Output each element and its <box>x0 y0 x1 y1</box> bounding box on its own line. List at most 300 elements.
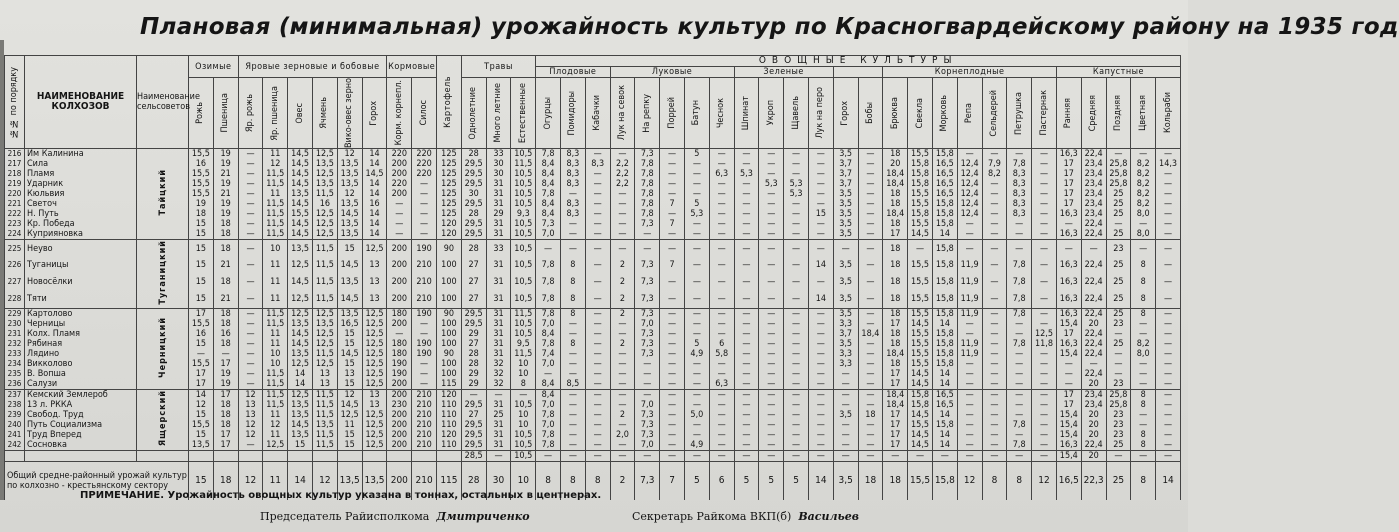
yield-cell: — <box>1032 159 1057 169</box>
yield-cell: 13,5 <box>312 319 337 329</box>
yield-cell: 29,5 <box>461 420 486 430</box>
yield-cell: 31 <box>486 319 511 329</box>
yield-cell: — <box>1106 219 1131 229</box>
yield-cell: — <box>1007 430 1032 440</box>
yield-cell: — <box>238 240 263 258</box>
yield-cell: 16,3 <box>1056 274 1081 291</box>
yield-cell: 12,5 <box>362 369 387 379</box>
yield-cell: — <box>709 199 734 209</box>
yield-cell: — <box>1081 359 1106 369</box>
yield-cell: 14,5 <box>908 379 933 390</box>
yield-cell: — <box>982 369 1007 379</box>
row-number: 221 <box>5 199 25 209</box>
yield-cell: 11 <box>263 257 288 274</box>
yield-cell: — <box>734 159 759 169</box>
total-cell: 5 <box>684 461 709 500</box>
signature-chairman-label: Председатель Райисполкома <box>260 510 430 523</box>
yield-cell: 210 <box>412 420 437 430</box>
yield-cell: 15,5 <box>189 359 214 369</box>
kolkhoz-name: Путь Социализма <box>25 420 137 430</box>
yield-cell: — <box>709 308 734 319</box>
row-number: 220 <box>5 189 25 199</box>
yield-cell: 18 <box>213 229 238 240</box>
total-cell: 18 <box>858 461 883 500</box>
yield-cell: 16,3 <box>1056 440 1081 451</box>
row-number: 218 <box>5 169 25 179</box>
yield-cell: 7 <box>660 257 685 274</box>
yield-cell: 23,4 <box>1081 189 1106 199</box>
yield-cell: — <box>982 257 1007 274</box>
yield-cell: — <box>784 389 809 400</box>
yield-cell: 14 <box>362 209 387 219</box>
yield-cell: — <box>610 369 635 379</box>
yield-cell: — <box>808 430 833 440</box>
yield-cell: 200 <box>387 440 412 451</box>
yield-cell: — <box>759 169 784 179</box>
yield-cell: — <box>1106 329 1131 339</box>
yield-cell: 12,4 <box>957 169 982 179</box>
yield-cell: 18 <box>883 240 908 258</box>
yield-cell: — <box>957 149 982 160</box>
yield-cell: 200 <box>387 420 412 430</box>
yield-cell: 7,0 <box>536 359 561 369</box>
yield-cell: — <box>734 329 759 339</box>
sovet-name <box>137 308 189 389</box>
yield-cell: 8,3 <box>560 169 585 179</box>
col-header-20 <box>684 78 709 149</box>
yield-cell: 14 <box>932 369 957 379</box>
yield-cell: — <box>759 450 784 461</box>
yield-cell: 13 <box>362 274 387 291</box>
row-number: 239 <box>5 410 25 420</box>
yield-cell: — <box>1156 389 1181 400</box>
yield-cell: 3,7 <box>833 329 858 339</box>
yield-cell: — <box>709 430 734 440</box>
yield-cell: — <box>759 257 784 274</box>
col-header-35 <box>1056 78 1081 149</box>
yield-cell: 19 <box>213 149 238 160</box>
yield-cell: 17 <box>1056 329 1081 339</box>
yield-cell: — <box>660 450 685 461</box>
total-label: Общий средне-районный урожай культур по колхозно - крестьянскому сектору <box>5 461 189 500</box>
yield-cell: 8 <box>1131 440 1156 451</box>
yield-cell: 7,8 <box>635 179 660 189</box>
yield-cell: — <box>759 159 784 169</box>
yield-cell: — <box>412 209 437 219</box>
yield-cell: 8,3 <box>1007 179 1032 189</box>
yield-cell: 11,5 <box>263 400 288 410</box>
yield-cell: 12,5 <box>312 229 337 240</box>
yield-cell: — <box>932 450 957 461</box>
yield-cell: — <box>412 199 437 209</box>
yield-cell: — <box>1106 349 1131 359</box>
yield-cell: — <box>585 219 610 229</box>
yield-cell: 18 <box>883 274 908 291</box>
yield-cell: 14 <box>362 189 387 199</box>
yield-cell: 23 <box>1106 319 1131 329</box>
kolkhoz-name <box>25 450 137 461</box>
yield-cell: — <box>858 359 883 369</box>
yield-cell: — <box>585 308 610 319</box>
yield-cell: — <box>461 389 486 400</box>
yield-cell: 23 <box>1106 430 1131 440</box>
col-header-text: Лук на перо <box>815 87 826 139</box>
total-cell: 8 <box>1007 461 1032 500</box>
yield-cell: — <box>635 369 660 379</box>
yield-cell: — <box>684 359 709 369</box>
yield-cell: — <box>660 349 685 359</box>
col-header-name <box>25 56 137 149</box>
yield-cell: 18,4 <box>883 179 908 189</box>
col-header-29 <box>908 78 933 149</box>
yield-cell: — <box>1007 349 1032 359</box>
yield-cell: 18,4 <box>883 349 908 359</box>
yield-cell: 15,8 <box>932 274 957 291</box>
yield-cell: 14,5 <box>288 169 313 179</box>
yield-cell: — <box>585 274 610 291</box>
yield-cell: 12,5 <box>312 219 337 229</box>
yield-cell: 22,4 <box>1081 329 1106 339</box>
col-header-11 <box>461 78 486 149</box>
row-number: 241 <box>5 430 25 440</box>
yield-cell: 10,5 <box>511 257 536 274</box>
yield-cell: 18,4 <box>883 400 908 410</box>
yield-cell: 200 <box>387 430 412 440</box>
yield-cell: — <box>1032 257 1057 274</box>
yield-cell: — <box>684 240 709 258</box>
yield-cell: 15,8 <box>932 308 957 319</box>
yield-cell: 8,4 <box>536 199 561 209</box>
yield-cell: — <box>1156 430 1181 440</box>
yield-cell: — <box>1032 349 1057 359</box>
yield-cell: — <box>660 389 685 400</box>
yield-cell: 12,5 <box>312 339 337 349</box>
yield-cell: 19 <box>213 369 238 379</box>
yield-cell: — <box>759 319 784 329</box>
yield-cell: — <box>858 240 883 258</box>
col-header-text: Поррей <box>666 97 677 129</box>
yield-cell <box>238 450 263 461</box>
yield-cell: 8,3 <box>560 179 585 189</box>
yield-cell: 7,3 <box>635 410 660 420</box>
yield-cell: 180 <box>387 339 412 349</box>
yield-cell: 11,5 <box>312 430 337 440</box>
yield-cell: 8,4 <box>536 329 561 339</box>
yield-cell: — <box>709 189 734 199</box>
col-header-text: Силос <box>418 100 429 126</box>
yield-cell: 10 <box>263 240 288 258</box>
yield-cell: — <box>1032 400 1057 410</box>
yield-cell: — <box>734 440 759 451</box>
yield-cell: — <box>982 329 1007 339</box>
yield-cell <box>263 450 288 461</box>
yield-cell: 31 <box>486 291 511 309</box>
yield-cell: 190 <box>412 308 437 319</box>
yield-cell: 7,3 <box>635 329 660 339</box>
yield-cell: — <box>660 209 685 219</box>
yield-cell: — <box>759 274 784 291</box>
yield-cell: — <box>709 450 734 461</box>
yield-cell: 17 <box>883 410 908 420</box>
yield-cell: — <box>784 149 809 160</box>
yield-cell: 11 <box>263 410 288 420</box>
yield-cell: 8 <box>511 379 536 390</box>
yield-cell: 28 <box>461 359 486 369</box>
yield-cell: 14 <box>932 229 957 240</box>
yield-cell: 13 <box>238 400 263 410</box>
yield-cell: — <box>734 149 759 160</box>
yield-cell: 31 <box>486 308 511 319</box>
page-title: Плановая (минимальная) урожайность культур по Красногвардейскому району на 1935 год <box>140 14 1399 40</box>
yield-cell: — <box>1032 199 1057 209</box>
yield-cell: 17 <box>213 359 238 369</box>
kolkhoz-name: Кемский Землероб <box>25 389 137 400</box>
total-cell: 5 <box>759 461 784 500</box>
yield-cell: 200 <box>387 291 412 309</box>
yield-cell: — <box>1131 240 1156 258</box>
yield-cell: — <box>1106 149 1131 160</box>
yield-cell: — <box>1156 240 1181 258</box>
yield-cell: — <box>635 379 660 390</box>
yield-cell: 25 <box>1106 229 1131 240</box>
yield-cell: 18 <box>189 209 214 219</box>
yield-cell: — <box>784 339 809 349</box>
yield-cell: — <box>560 189 585 199</box>
yield-cell: 20 <box>1081 410 1106 420</box>
yield-cell: — <box>833 240 858 258</box>
kolkhoz-name: Сосновка <box>25 440 137 451</box>
yield-cell: 8,2 <box>1131 189 1156 199</box>
kolkhoz-name: Неуво <box>25 240 137 258</box>
total-cell: 13,5 <box>337 461 362 500</box>
yield-cell: — <box>784 219 809 229</box>
col-header-12 <box>486 78 511 149</box>
yield-cell: — <box>784 379 809 390</box>
yield-cell: — <box>833 379 858 390</box>
yield-cell: 22,4 <box>1081 339 1106 349</box>
yield-cell: — <box>387 329 412 339</box>
footnote: ПРИМЕЧАНИЕ. Урожайность овощных культур указана в тоннах, остальных в центнерах. <box>80 490 602 501</box>
kolkhoz-name: Викколово <box>25 359 137 369</box>
yield-cell: — <box>560 440 585 451</box>
yield-cell: 14,5 <box>908 369 933 379</box>
yield-cell: — <box>709 257 734 274</box>
yield-cell: 100 <box>437 329 462 339</box>
yield-cell: — <box>808 440 833 451</box>
yield-cell: — <box>585 379 610 390</box>
yield-cell: 15,5 <box>908 274 933 291</box>
yield-cell: — <box>1156 189 1181 199</box>
row-number: 230 <box>5 319 25 329</box>
signature-secretary-label: Секретарь Райкома ВКП(б) <box>632 510 792 523</box>
yield-cell: — <box>238 159 263 169</box>
yield-cell: 11,5 <box>511 308 536 319</box>
yield-cell: 15 <box>808 209 833 219</box>
yield-cell: — <box>238 369 263 379</box>
row-number: 232 <box>5 339 25 349</box>
yield-cell: — <box>1007 450 1032 461</box>
total-cell: 16,5 <box>1056 461 1081 500</box>
yield-cell: 15 <box>189 240 214 258</box>
col-header-22 <box>734 78 759 149</box>
yield-cell: — <box>957 400 982 410</box>
yield-cell: 15,8 <box>932 209 957 219</box>
yield-cell: 11,5 <box>312 291 337 309</box>
yield-cell: — <box>1156 359 1181 369</box>
subgroup-header-kap: Капустные <box>1056 67 1180 78</box>
yield-cell: 22,4 <box>1081 308 1106 319</box>
yield-cell: 15,8 <box>908 389 933 400</box>
col-header-text: Батун <box>691 100 702 126</box>
yield-cell: — <box>635 389 660 400</box>
yield-cell: — <box>610 349 635 359</box>
yield-cell: 15,8 <box>932 149 957 160</box>
yield-cell: 9,5 <box>511 339 536 349</box>
total-cell: 12 <box>238 461 263 500</box>
yield-cell: 8,4 <box>536 209 561 219</box>
signature-chairman-name: Дмитриченко <box>436 510 530 523</box>
yield-cell: 5,3 <box>784 179 809 189</box>
yield-cell: — <box>610 379 635 390</box>
yield-cell: 7,3 <box>635 430 660 440</box>
yield-cell: — <box>734 240 759 258</box>
yield-cell: — <box>684 189 709 199</box>
col-header-text: Ячмень <box>319 97 330 129</box>
yield-cell: — <box>808 189 833 199</box>
yield-cell: 8 <box>1131 257 1156 274</box>
yield-cell: 15,5 <box>189 420 214 430</box>
yield-cell: 3,3 <box>833 349 858 359</box>
yield-cell: 18 <box>213 420 238 430</box>
yield-cell: 10 <box>263 349 288 359</box>
yield-cell: — <box>585 199 610 209</box>
row-number <box>5 450 25 461</box>
yield-cell: 14,3 <box>1156 159 1181 169</box>
yield-cell: 12,5 <box>288 389 313 400</box>
yield-cell: 15,8 <box>932 199 957 209</box>
yield-cell: — <box>1056 359 1081 369</box>
yield-cell: — <box>1156 308 1181 319</box>
yield-cell: — <box>709 359 734 369</box>
yield-cell: 16,5 <box>932 169 957 179</box>
yield-cell: — <box>560 349 585 359</box>
kolkhoz-name: Светоч <box>25 199 137 209</box>
yield-cell: — <box>1032 410 1057 420</box>
row-number: 237 <box>5 389 25 400</box>
yield-cell: 10,5 <box>511 189 536 199</box>
yield-cell: — <box>1131 359 1156 369</box>
yield-cell: 16,5 <box>932 389 957 400</box>
yield-cell: 10 <box>263 359 288 369</box>
yield-cell: 2 <box>610 257 635 274</box>
yield-cell: — <box>833 440 858 451</box>
yield-cell: — <box>858 209 883 219</box>
col-header-16 <box>585 78 610 149</box>
yield-cell: 15,5 <box>908 308 933 319</box>
yield-cell: 8,3 <box>560 199 585 209</box>
col-header-text: Чеснок <box>716 97 727 129</box>
yield-cell: 11,5 <box>263 369 288 379</box>
yield-cell: 15 <box>337 430 362 440</box>
yield-cell: — <box>709 274 734 291</box>
yield-cell: 12,5 <box>263 440 288 451</box>
yield-cell: 17 <box>1056 389 1081 400</box>
yield-cell: 11 <box>337 420 362 430</box>
total-cell: 200 <box>387 461 412 500</box>
yield-cell: 12,5 <box>362 410 387 420</box>
col-header-text: Шпинат <box>740 95 751 131</box>
yield-cell: 13,5 <box>337 199 362 209</box>
col-header-sovet: Наименование сельсоветов <box>137 56 189 149</box>
total-cell: 8 <box>585 461 610 500</box>
yield-cell: 16,3 <box>1056 149 1081 160</box>
yield-cell: 15 <box>189 274 214 291</box>
yield-cell: 18 <box>883 339 908 349</box>
yield-cell: 16,5 <box>932 189 957 199</box>
yield-cell: — <box>684 179 709 189</box>
col-header-text: Свекла <box>914 97 925 129</box>
yield-cell: 29,5 <box>461 319 486 329</box>
yield-cell: — <box>1156 219 1181 229</box>
yield-cell: 14,5 <box>288 179 313 189</box>
yield-cell: 23 <box>1106 420 1131 430</box>
yield-cell: — <box>784 369 809 379</box>
group-header-korm: Кормовые <box>387 56 437 78</box>
yield-cell: 3,5 <box>833 209 858 219</box>
yield-cell: 190 <box>412 240 437 258</box>
yield-cell: 8,2 <box>1131 339 1156 349</box>
yield-cell: 14 <box>362 149 387 160</box>
yield-cell: 12 <box>263 159 288 169</box>
yield-cell: 14 <box>808 291 833 309</box>
yield-cell: 9,3 <box>511 209 536 219</box>
yield-cell: 14 <box>932 410 957 420</box>
yield-cell: — <box>784 420 809 430</box>
yield-cell: 7,0 <box>536 229 561 240</box>
yield-cell: 29 <box>486 209 511 219</box>
row-number: 235 <box>5 369 25 379</box>
yield-cell: — <box>1106 359 1131 369</box>
yield-cell: 15,5 <box>908 199 933 209</box>
yield-cell: 14 <box>808 257 833 274</box>
yield-cell: 16,5 <box>337 319 362 329</box>
yield-cell: 18 <box>213 308 238 319</box>
yield-cell: 17 <box>1056 189 1081 199</box>
col-header-18 <box>635 78 660 149</box>
yield-cell: — <box>412 179 437 189</box>
col-header-1 <box>213 78 238 149</box>
yield-cell: — <box>784 240 809 258</box>
yield-cell: — <box>784 440 809 451</box>
yield-cell: 7,8 <box>536 308 561 319</box>
yield-cell: 15,8 <box>908 400 933 410</box>
yield-cell: 8,3 <box>560 159 585 169</box>
kolkhoz-name: Туганицы <box>25 257 137 274</box>
yield-cell: 12,5 <box>288 291 313 309</box>
yield-cell: 11,9 <box>957 274 982 291</box>
subgroup-header-zel: Зеленые <box>734 67 833 78</box>
yield-cell: 7,8 <box>536 339 561 349</box>
col-header-24 <box>784 78 809 149</box>
yield-cell: — <box>808 400 833 410</box>
col-header-text: Вико-овес зерно <box>344 78 355 148</box>
yield-cell: 15 <box>337 379 362 390</box>
yield-cell: 15,5 <box>908 420 933 430</box>
yield-cell: 6,3 <box>709 379 734 390</box>
yield-cell: 210 <box>412 291 437 309</box>
yield-cell: 8 <box>1131 308 1156 319</box>
col-header-text: Пастернак <box>1038 90 1049 136</box>
